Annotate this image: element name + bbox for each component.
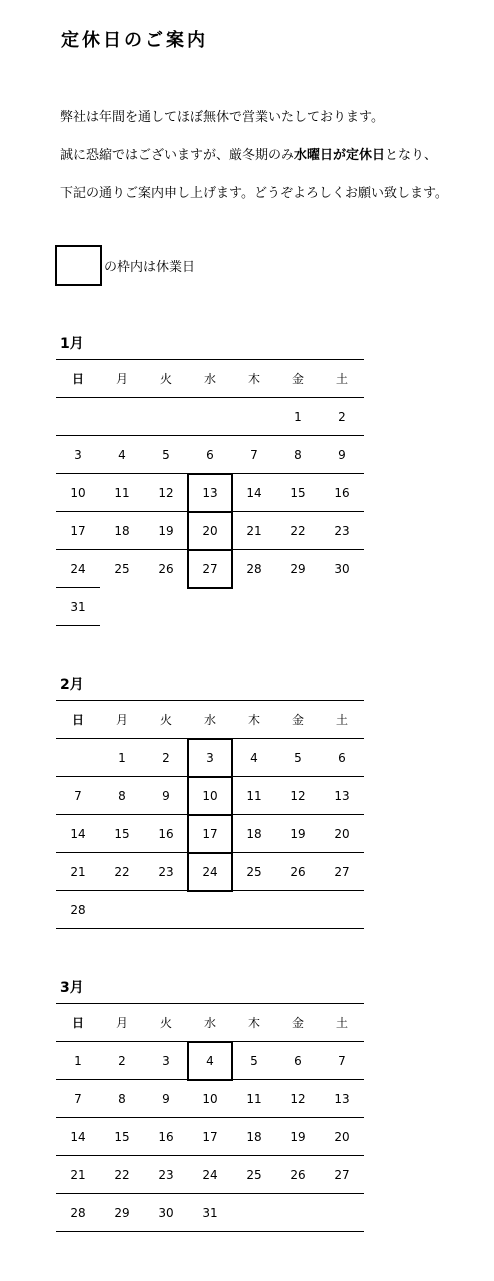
calendar-week-row xyxy=(56,474,364,512)
calendar-day: 7 xyxy=(56,1080,100,1118)
calendar-day: 3 xyxy=(56,436,100,474)
calendar-day: 3 xyxy=(188,739,232,777)
calendar-day: 16 xyxy=(144,1118,188,1156)
calendar-day: 14 xyxy=(56,1118,100,1156)
weekday-header: 月 xyxy=(100,360,144,398)
calendar-empty-cell xyxy=(144,588,188,626)
calendar-february xyxy=(56,700,364,929)
calendar-day: 15 xyxy=(100,1118,144,1156)
calendar-empty-cell xyxy=(276,1194,320,1232)
calendar-day: 3 xyxy=(144,1042,188,1080)
calendar-day: 18 xyxy=(232,1118,276,1156)
month-title-january: 1月 xyxy=(60,336,84,352)
calendar-day: 27 xyxy=(320,1156,364,1194)
weekday-header-row xyxy=(56,360,364,398)
calendar-day: 30 xyxy=(320,550,364,588)
weekday-header: 月 xyxy=(100,701,144,739)
calendar-day: 22 xyxy=(100,1156,144,1194)
weekday-header: 火 xyxy=(144,360,188,398)
calendar-week-row xyxy=(56,436,364,474)
calendar-empty-cell xyxy=(320,1194,364,1232)
calendar-day: 31 xyxy=(56,588,100,626)
calendar-week-row xyxy=(56,777,364,815)
weekday-header: 金 xyxy=(276,360,320,398)
calendar-day: 1 xyxy=(100,739,144,777)
weekday-header-row xyxy=(56,1004,364,1042)
calendar-day: 2 xyxy=(144,739,188,777)
calendar-week-row xyxy=(56,1156,364,1194)
calendar-day: 17 xyxy=(56,512,100,550)
calendar-empty-cell xyxy=(188,398,232,436)
calendar-day: 6 xyxy=(276,1042,320,1080)
calendar-day: 21 xyxy=(232,512,276,550)
calendar-day: 22 xyxy=(100,853,144,891)
calendar-day: 23 xyxy=(320,512,364,550)
calendar-week-row xyxy=(56,853,364,891)
weekday-header: 水 xyxy=(188,360,232,398)
paragraph-2-text-before: 誠に恐縮ではございますが、厳冬期のみ xyxy=(60,148,295,163)
calendar-week-row xyxy=(56,588,364,626)
intro-paragraph-3: 下記の通りご案内申し上げます。どうぞよろしくお願い致します。 xyxy=(60,186,448,201)
calendar-week-row xyxy=(56,1042,364,1080)
calendar-empty-cell xyxy=(144,398,188,436)
calendar-empty-cell xyxy=(100,398,144,436)
calendar-empty-cell xyxy=(320,588,364,626)
calendar-day: 4 xyxy=(232,739,276,777)
calendar-week-row xyxy=(56,398,364,436)
calendar-day: 27 xyxy=(320,853,364,891)
calendar-week-row xyxy=(56,815,364,853)
weekday-header: 木 xyxy=(232,360,276,398)
calendar-day: 1 xyxy=(276,398,320,436)
calendar-day: 8 xyxy=(100,1080,144,1118)
calendar-day: 28 xyxy=(56,1194,100,1232)
calendar-empty-cell xyxy=(188,588,232,626)
calendar-day: 6 xyxy=(320,739,364,777)
calendar-empty-cell xyxy=(276,588,320,626)
calendar-day: 28 xyxy=(56,891,100,929)
calendar-day: 24 xyxy=(56,550,100,588)
calendar-empty-cell xyxy=(100,588,144,626)
calendar-day: 23 xyxy=(144,1156,188,1194)
intro-paragraph-2 xyxy=(60,144,437,163)
calendar-day: 4 xyxy=(188,1042,232,1080)
calendar-day: 22 xyxy=(276,512,320,550)
calendar-day: 12 xyxy=(144,474,188,512)
paragraph-2-text-after: となり、 xyxy=(385,148,438,163)
legend-text: の枠内は休業日 xyxy=(104,260,196,275)
calendar-day: 19 xyxy=(276,815,320,853)
page-title: 定休日のご案内 xyxy=(61,30,208,51)
calendar-day: 29 xyxy=(276,550,320,588)
calendar-day: 31 xyxy=(188,1194,232,1232)
calendar-day: 1 xyxy=(56,1042,100,1080)
calendar-day: 9 xyxy=(144,1080,188,1118)
calendar-day: 20 xyxy=(188,512,232,550)
calendar-day: 19 xyxy=(144,512,188,550)
calendar-week-row xyxy=(56,1194,364,1232)
month-title-february: 2月 xyxy=(60,677,84,693)
calendar-day: 11 xyxy=(232,1080,276,1118)
calendar-day: 18 xyxy=(232,815,276,853)
calendar-day: 8 xyxy=(276,436,320,474)
calendar-day: 20 xyxy=(320,815,364,853)
calendar-day: 23 xyxy=(144,853,188,891)
weekday-header: 金 xyxy=(276,1004,320,1042)
weekday-header: 木 xyxy=(232,1004,276,1042)
weekday-header: 土 xyxy=(320,360,364,398)
calendar-day: 7 xyxy=(56,777,100,815)
calendar-day: 29 xyxy=(100,1194,144,1232)
calendar-day: 21 xyxy=(56,853,100,891)
calendar-empty-cell xyxy=(232,1194,276,1232)
calendar-day: 7 xyxy=(320,1042,364,1080)
month-title-march: 3月 xyxy=(60,980,84,996)
weekday-header: 日 xyxy=(56,1004,100,1042)
calendar-day: 26 xyxy=(276,1156,320,1194)
calendar-day: 12 xyxy=(276,777,320,815)
calendar-day: 15 xyxy=(100,815,144,853)
calendar-week-row xyxy=(56,550,364,588)
calendar-day: 6 xyxy=(188,436,232,474)
calendar-day: 11 xyxy=(232,777,276,815)
calendar-empty-cell xyxy=(144,891,188,929)
calendar-day: 4 xyxy=(100,436,144,474)
calendar-march xyxy=(56,1003,364,1232)
calendar-day: 19 xyxy=(276,1118,320,1156)
calendar-week-row xyxy=(56,1080,364,1118)
calendar-day: 28 xyxy=(232,550,276,588)
calendar-day: 15 xyxy=(276,474,320,512)
weekday-header: 日 xyxy=(56,701,100,739)
calendar-day: 10 xyxy=(188,777,232,815)
calendar-day: 10 xyxy=(188,1080,232,1118)
calendar-day: 18 xyxy=(100,512,144,550)
calendar-day: 5 xyxy=(144,436,188,474)
weekday-header: 日 xyxy=(56,360,100,398)
calendar-day: 27 xyxy=(188,550,232,588)
calendar-day: 25 xyxy=(232,853,276,891)
calendar-day: 30 xyxy=(144,1194,188,1232)
calendar-day: 16 xyxy=(320,474,364,512)
weekday-header: 金 xyxy=(276,701,320,739)
calendar-day: 26 xyxy=(144,550,188,588)
calendar-day: 2 xyxy=(100,1042,144,1080)
calendar-week-row xyxy=(56,891,364,929)
calendar-day: 11 xyxy=(100,474,144,512)
calendar-day: 9 xyxy=(320,436,364,474)
calendar-day: 25 xyxy=(232,1156,276,1194)
calendar-day: 13 xyxy=(320,777,364,815)
intro-paragraph-1: 弊社は年間を通してほぼ無休で営業いたしております。 xyxy=(60,110,384,125)
calendar-day: 5 xyxy=(232,1042,276,1080)
weekday-header: 火 xyxy=(144,701,188,739)
weekday-header: 土 xyxy=(320,1004,364,1042)
calendar-day: 16 xyxy=(144,815,188,853)
calendar-empty-cell xyxy=(56,398,100,436)
calendar-day: 24 xyxy=(188,1156,232,1194)
calendar-day: 10 xyxy=(56,474,100,512)
calendar-day: 21 xyxy=(56,1156,100,1194)
legend-box xyxy=(55,245,102,286)
calendar-empty-cell xyxy=(232,588,276,626)
calendar-day: 13 xyxy=(188,474,232,512)
weekday-header-row xyxy=(56,701,364,739)
calendar-empty-cell xyxy=(56,739,100,777)
calendar-empty-cell xyxy=(320,891,364,929)
calendar-day: 9 xyxy=(144,777,188,815)
weekday-header: 月 xyxy=(100,1004,144,1042)
calendar-january xyxy=(56,359,364,626)
calendar-day: 14 xyxy=(56,815,100,853)
calendar-empty-cell xyxy=(100,891,144,929)
weekday-header: 土 xyxy=(320,701,364,739)
calendar-day: 8 xyxy=(100,777,144,815)
calendar-day: 24 xyxy=(188,853,232,891)
calendar-empty-cell xyxy=(276,891,320,929)
calendar-week-row xyxy=(56,1118,364,1156)
calendar-week-row xyxy=(56,512,364,550)
calendar-empty-cell xyxy=(232,891,276,929)
calendar-day: 17 xyxy=(188,1118,232,1156)
calendar-day: 14 xyxy=(232,474,276,512)
calendar-day: 17 xyxy=(188,815,232,853)
calendar-day: 5 xyxy=(276,739,320,777)
weekday-header: 火 xyxy=(144,1004,188,1042)
calendar-day: 12 xyxy=(276,1080,320,1118)
calendar-week-row xyxy=(56,739,364,777)
calendar-day: 13 xyxy=(320,1080,364,1118)
calendar-day: 26 xyxy=(276,853,320,891)
calendar-empty-cell xyxy=(188,891,232,929)
calendar-day: 2 xyxy=(320,398,364,436)
calendar-day: 25 xyxy=(100,550,144,588)
calendar-day: 20 xyxy=(320,1118,364,1156)
weekday-header: 水 xyxy=(188,1004,232,1042)
paragraph-2-emphasis: 水曜日が定休日 xyxy=(294,148,386,163)
weekday-header: 水 xyxy=(188,701,232,739)
calendar-day: 7 xyxy=(232,436,276,474)
calendar-empty-cell xyxy=(232,398,276,436)
weekday-header: 木 xyxy=(232,701,276,739)
